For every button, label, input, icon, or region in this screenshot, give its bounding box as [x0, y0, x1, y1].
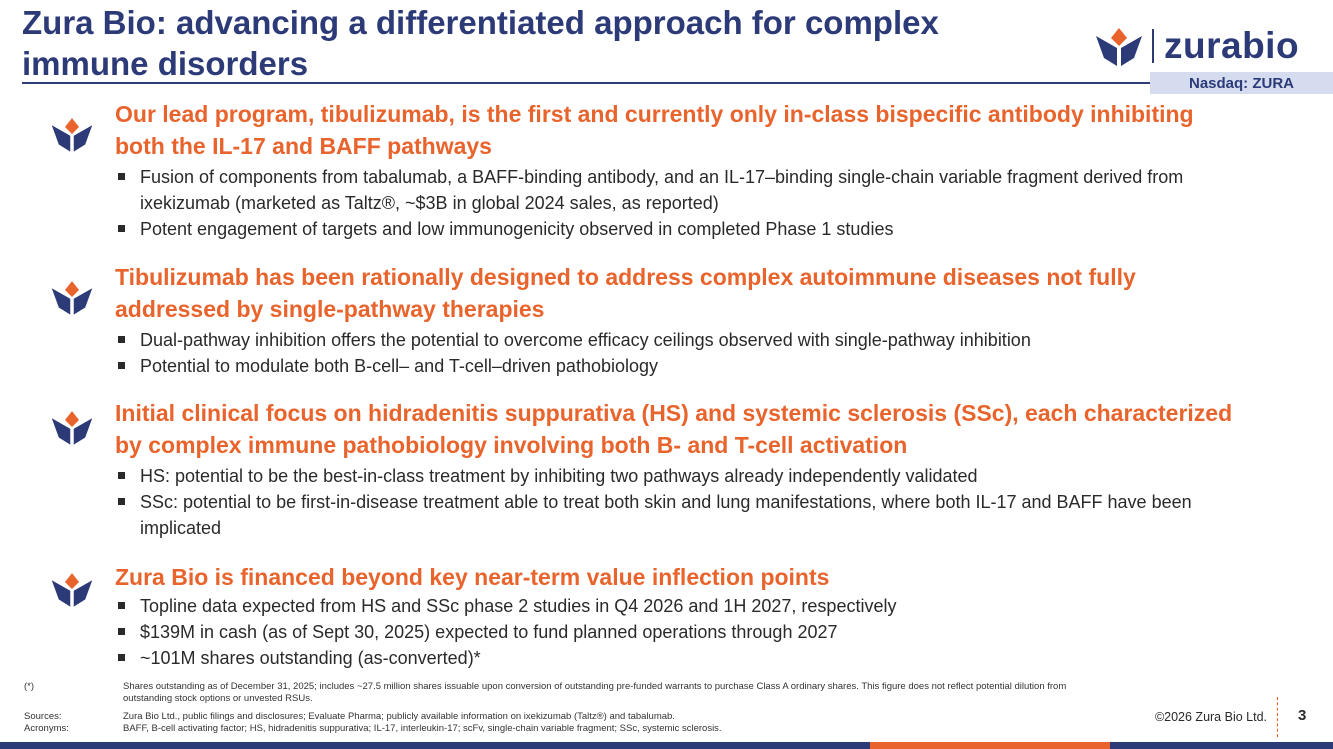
footnotes	[24, 681, 1114, 735]
zurabio-mark-icon	[50, 409, 94, 445]
bottom-bar-navy-segment	[0, 742, 870, 749]
bullet-item: ~101M shares outstanding (as-converted)*	[115, 645, 1245, 671]
bullet-item: Potential to modulate both B-cell– and T-cell–driven pathobiology	[115, 353, 1245, 379]
bullet-list	[115, 463, 1245, 541]
bullet-item: Dual-pathway inhibition offers the potential to overcome efficacy ceilings observed with single-pathway inhibition	[115, 327, 1245, 353]
section-heading: Tibulizumab has been rationally designed to address complex autoimmune diseases not fully addressed by single-pathway therapies	[115, 264, 1136, 322]
footnote-text: BAFF, B-cell activating factor; HS, hidradenitis suppurativa; IL-17, interleukin-17; scFv, single-chain variable fragment; SSc, systemic sclerosis.	[123, 723, 722, 734]
bullet-item: Fusion of components from tabalumab, a BAFF-binding antibody, and an IL-17–binding single-chain variable fragment derived from ixekizumab (marketed as Taltz®, ~$3B in global 2024 sales, as reported)	[115, 164, 1245, 216]
bullet-list	[115, 327, 1245, 379]
footnote-row	[24, 723, 1114, 735]
page-number: 3	[1298, 707, 1307, 724]
footnote-text: Zura Bio Ltd., public filings and disclosures; Evaluate Pharma; publicly available information on ixekizumab (Taltz®) and tabalumab.	[123, 711, 675, 722]
copyright: ©2026 Zura Bio Ltd.	[1154, 710, 1267, 724]
footnote-key: Sources:	[24, 711, 62, 722]
footnote-key: Acronyms:	[24, 723, 69, 734]
bullet-list	[115, 593, 1245, 671]
footnote-key: (*)	[24, 681, 35, 692]
section-heading: Initial clinical focus on hidradenitis suppurativa (HS) and systemic sclerosis (SSc), each characterized by complex immune pathobiology involving both B- and T-cell activation	[115, 400, 1233, 458]
logo-separator	[1152, 29, 1154, 63]
bullet-list	[115, 164, 1245, 242]
bottom-bar-navy-segment	[1110, 742, 1333, 749]
bottom-bar-orange-segment	[870, 742, 1110, 749]
page-title: Zura Bio: advancing a differentiated approach for complex immune disorders	[22, 4, 939, 82]
zurabio-mark-icon	[50, 116, 94, 152]
section-heading: Zura Bio is financed beyond key near-term value inflection points	[115, 564, 830, 590]
bullet-item: Potent engagement of targets and low immunogenicity observed in completed Phase 1 studies	[115, 216, 1245, 242]
bullet-item: SSc: potential to be first-in-disease treatment able to treat both skin and lung manifestations, where both IL-17 and BAFF have been implicated	[115, 489, 1245, 541]
bottom-accent-bar	[0, 742, 1333, 749]
section-heading: Our lead program, tibulizumab, is the first and currently only in-class bispecific antibody inhibiting both the IL-17 and BAFF pathways	[115, 101, 1194, 159]
footnote-row	[24, 681, 1114, 705]
bullet-item: $139M in cash (as of Sept 30, 2025) expected to fund planned operations through 2027	[115, 619, 1245, 645]
page-number-divider	[1277, 697, 1278, 737]
footnote-row	[24, 711, 1114, 723]
bullet-item: HS: potential to be the best-in-class treatment by inhibiting two pathways already independently validated	[115, 463, 1245, 489]
logo-wordmark: zurabio	[1164, 25, 1300, 66]
company-logo	[1094, 26, 1299, 66]
bullet-item: Topline data expected from HS and SSc phase 2 studies in Q4 2026 and 1H 2027, respectively	[115, 593, 1245, 619]
footnote-text: Shares outstanding as of December 31, 2025; includes ~27.5 million shares issuable upon conversion of outstanding pre-funded warrants to purchase Class A ordinary shares. This figure does not reflect potential dilution from outstanding stock options or unvested RSUs.	[123, 681, 1067, 704]
zurabio-mark-icon	[50, 279, 94, 315]
zurabio-mark-icon	[50, 571, 94, 607]
ticker-badge: Nasdaq: ZURA	[1150, 72, 1333, 94]
zurabio-mark-icon	[1094, 26, 1144, 66]
title-divider	[22, 82, 1150, 84]
